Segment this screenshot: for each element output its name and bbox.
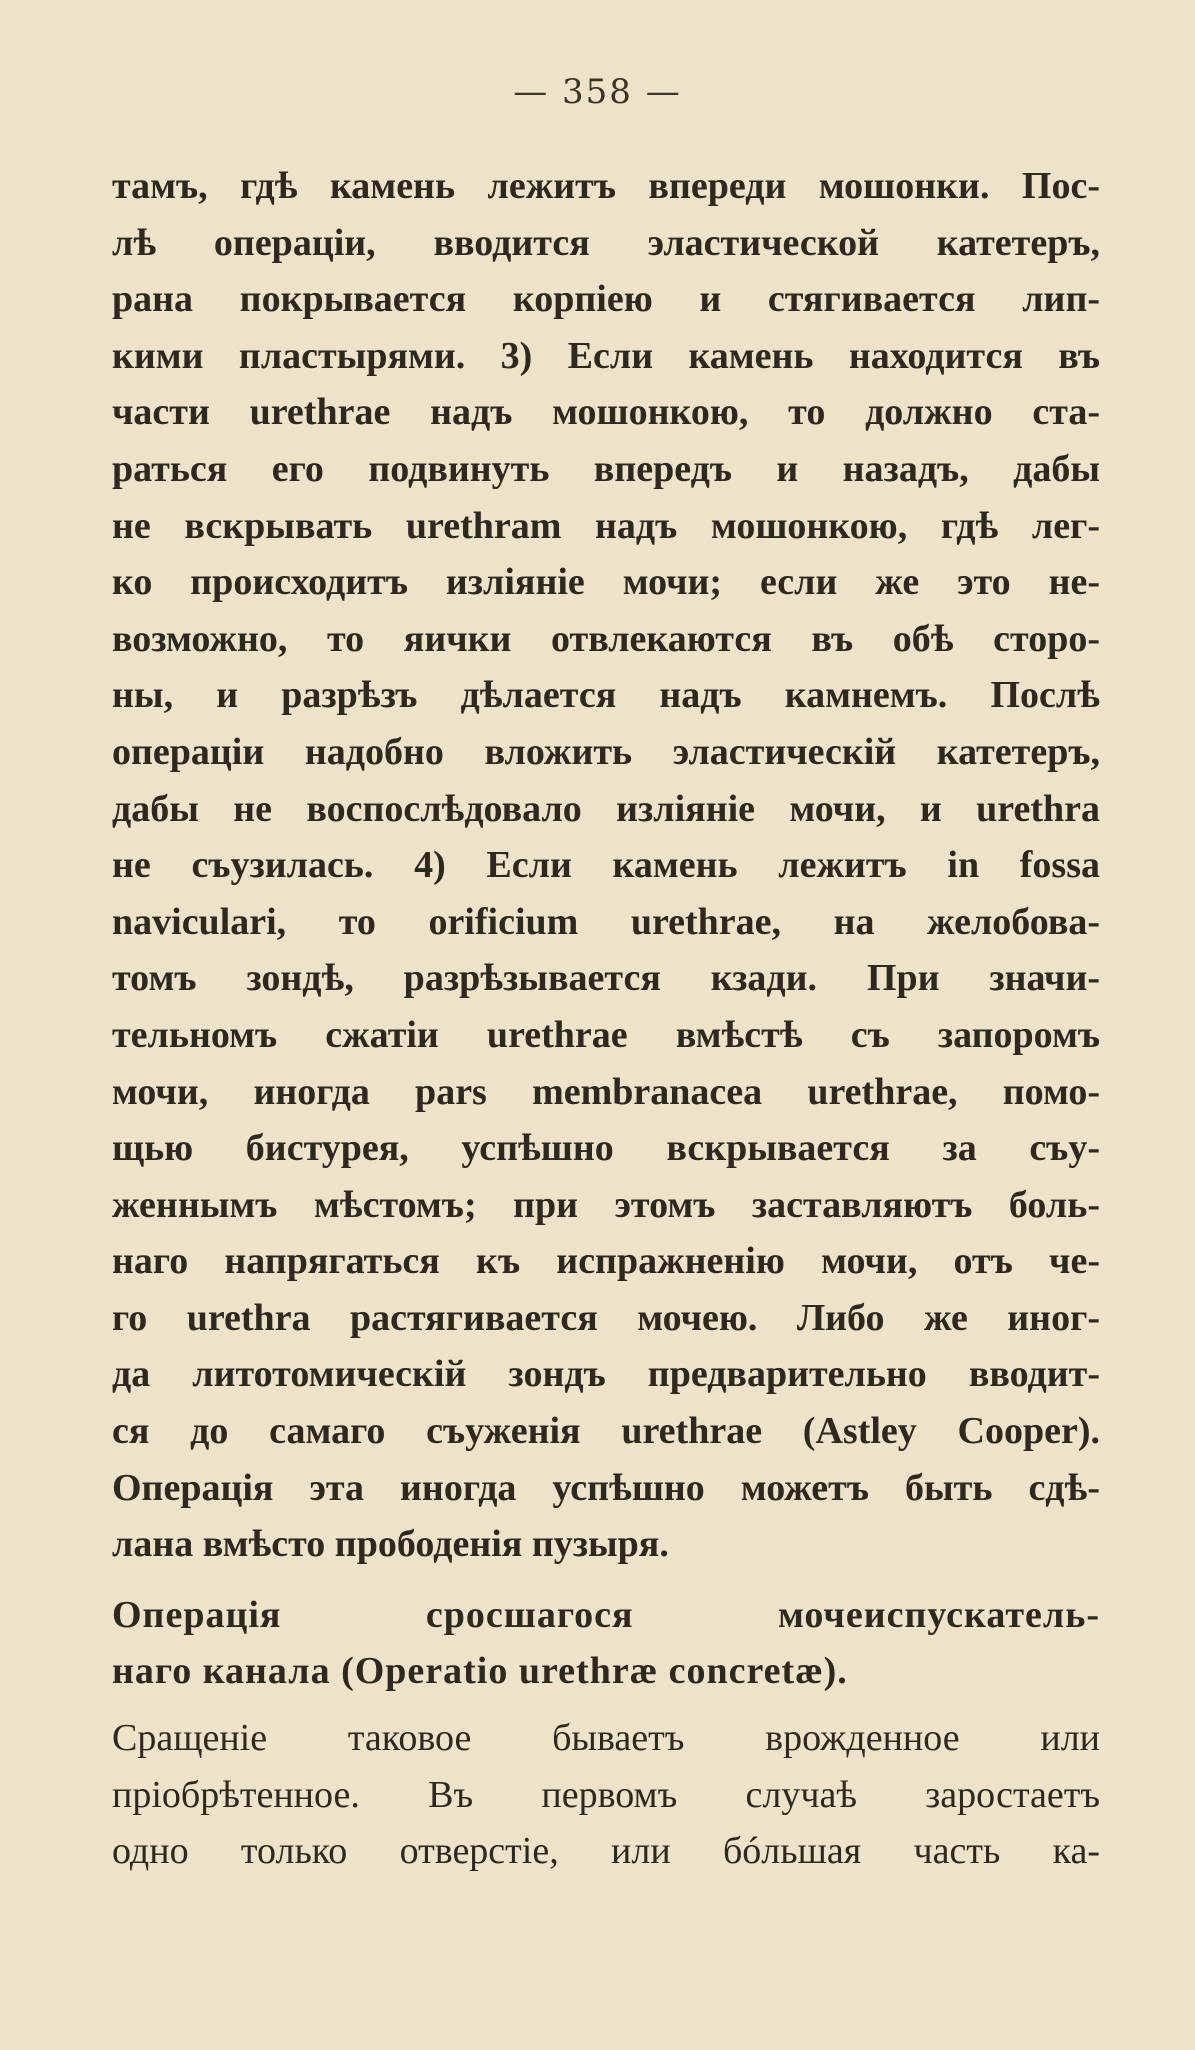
text-line: лѣ операціи, вводится эластической катетеръ, (112, 221, 1100, 264)
text-line: Операція эта иногда успѣшно можетъ быть сдѣ- (112, 1466, 1100, 1509)
text-line: ся до самаго съуженія urethrae (Astley Cooper). (112, 1410, 1100, 1453)
paragraph-line: пріобрѣтенное. Въ первомъ случаѣ заростаетъ (112, 1773, 1100, 1816)
text-line: лана вмѣсто прободенія пузыря. (112, 1523, 669, 1566)
text-line: го urethra растягивается мочею. Либо же иног- (112, 1296, 1100, 1339)
text-line: томъ зондѣ, разрѣзывается кзади. При значи- (112, 957, 1100, 1000)
section-heading-line1: Операція сросшагося мочеиспускатель- (112, 1593, 1100, 1636)
section-heading-line2: наго канала (Operatio urethræ concretæ). (112, 1650, 848, 1693)
text-line: щью бистурея, успѣшно вскрывается за съу- (112, 1127, 1100, 1170)
paragraph-line: одно только отверстіе, или бóльшая часть ка- (112, 1830, 1100, 1873)
text-line: ко происходитъ изліяніе мочи; если же это не- (112, 561, 1100, 604)
text-line: возможно, то яички отвлекаются въ обѣ сторо- (112, 617, 1100, 660)
text-line: дабы не воспослѣдовало изліяніе мочи, и urethra (112, 787, 1100, 830)
text-line: мочи, иногда pars membranacea urethrae, помо- (112, 1070, 1100, 1113)
text-line: не съузилась. 4) Если камень лежитъ in fossa (112, 844, 1100, 887)
text-line: наго напрягаться къ испражненію мочи, отъ че- (112, 1240, 1100, 1283)
text-line: кими пластырями. 3) Если камень находится въ (112, 334, 1100, 377)
text-line: операціи надобно вложить эластическій катетеръ, (112, 730, 1100, 773)
page-number: — 358 — (513, 72, 682, 112)
paragraph-line: Сращеніе таковое бываетъ врожденное или (112, 1717, 1100, 1760)
text-line: раться его подвинуть впередъ и назадъ, дабы (112, 447, 1100, 490)
body-text (112, 158, 1100, 1880)
text-line: да литотомическій зондъ предварительно вводит- (112, 1353, 1100, 1396)
text-line: рана покрывается корпіею и стягивается лип- (112, 278, 1100, 321)
text-line: ны, и разрѣзъ дѣлается надъ камнемъ. Послѣ (112, 674, 1100, 717)
text-line: женнымъ мѣстомъ; при этомъ заставляютъ боль- (112, 1183, 1100, 1226)
text-line: naviculari, то orificium urethrae, на желобова- (112, 900, 1100, 943)
text-line: тельномъ сжатіи urethrae вмѣстѣ съ запоромъ (112, 1013, 1100, 1056)
text-line: тамъ, гдѣ камень лежитъ впереди мошонки. Пос- (112, 165, 1100, 207)
paragraph-gap (112, 1700, 1100, 1710)
text-line: части urethrae надъ мошонкою, то должно ста- (112, 391, 1100, 434)
heading-gap (112, 1573, 1100, 1587)
text-line: не вскрывать urethram надъ мошонкою, гдѣ лег- (112, 504, 1100, 547)
